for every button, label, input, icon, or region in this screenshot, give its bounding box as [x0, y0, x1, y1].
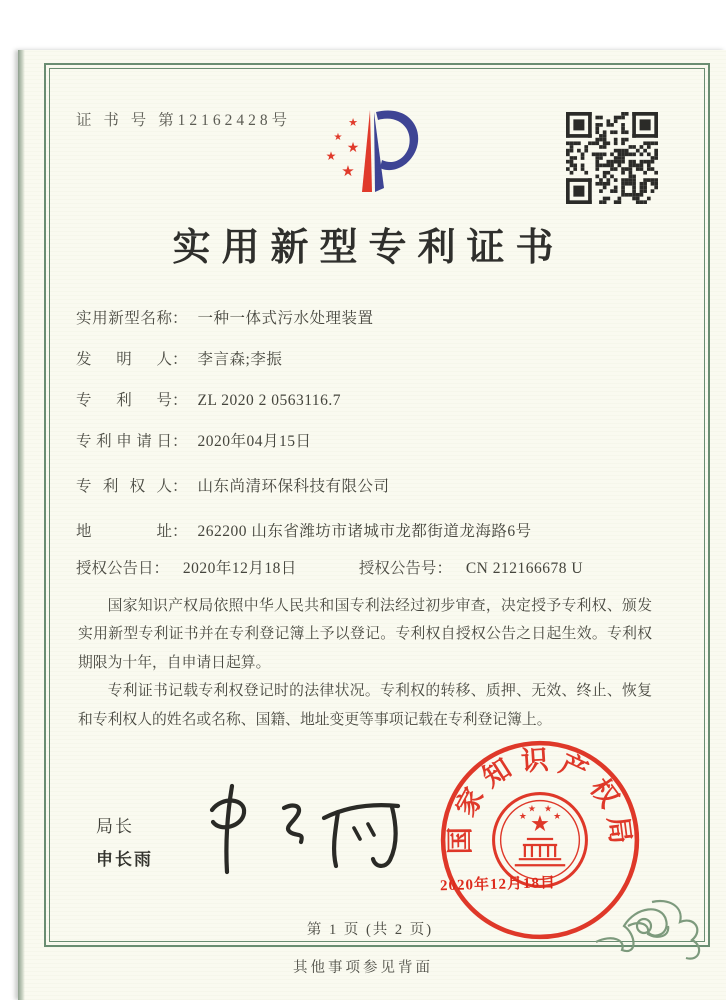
certificate-number: 证 书 号 第12162428号 — [76, 112, 292, 129]
signature-shen-changyu-icon — [196, 780, 421, 880]
corner-ornament-icon — [592, 896, 710, 996]
svg-text:★: ★ — [518, 811, 527, 822]
filing-date: 2020年04月15日 — [197, 433, 312, 450]
page-number: 第 1 页 (共 2 页) — [306, 922, 434, 938]
document-title: 实用新型专利证书 — [172, 227, 565, 269]
officer-name: 申长雨 — [96, 850, 153, 869]
footer-note: 其他事项参见背面 — [293, 960, 433, 976]
cnipa-logo-icon — [298, 100, 443, 205]
legal-paragraph-2: 专利证书记载专利权登记时的法律状况。专利权的转移、质押、无效、终止、恢复和专利权人的姓名或名称、国籍、地址变更等事项记载在专利登记簿上。 — [78, 683, 652, 728]
inventor-names: 李言森;李振 — [197, 351, 283, 368]
address: 262200 山东省潍坊市诸城市龙都街道龙海路6号 — [197, 523, 532, 540]
field-row-patentee: 专利权人 ： 山东尚清环保科技有限公司 — [76, 474, 656, 497]
svg-text:★: ★ — [341, 162, 355, 180]
field-row-grant: 授权公告日： 2020年12月18日 授权公告号： CN 212166678 U — [76, 560, 584, 577]
patent-fields — [76, 306, 656, 579]
page-binding-edge — [18, 50, 25, 1000]
svg-text:★: ★ — [348, 116, 358, 129]
patent-number: ZL 2020 2 0563116.7 — [197, 392, 342, 409]
field-row-name: 实用新型名称 ： 一种一体式污水处理装置 — [76, 306, 656, 329]
legal-paragraph-1: 国家知识产权局依照中华人民共和国专利法经过初步审查，决定授予专利权、颁发实用新型专利证书并在专利登记簿上予以登记。专利权自授权公告之日起生效。专利权期限为十年，自申请日起算。 — [78, 598, 652, 671]
grant-date: 2020年12月18日 — [182, 560, 297, 577]
legal-text — [78, 592, 652, 734]
svg-text:★: ★ — [333, 132, 343, 143]
field-row-address: 地址 ： 262200 山东省潍坊市诸城市龙都街道龙海路6号 — [76, 519, 656, 542]
svg-text:★: ★ — [527, 804, 536, 815]
officer-title: 局长 — [96, 817, 134, 836]
field-row-inventor: 发明人 ： 李言森;李振 — [76, 347, 656, 370]
seal-text: 国家知识产权局 — [445, 744, 636, 855]
svg-text:★: ★ — [346, 140, 360, 156]
field-row-patent-no: 专利号 ： ZL 2020 2 0563116.7 — [76, 392, 342, 409]
seal-date: 2020年12月18日 — [439, 875, 557, 895]
svg-text:★: ★ — [325, 149, 337, 163]
grant-number: CN 212166678 U — [465, 560, 584, 577]
qr-code-icon — [566, 112, 658, 204]
patent-name: 一种一体式污水处理装置 — [197, 310, 374, 327]
svg-text:★: ★ — [544, 804, 553, 815]
svg-text:★: ★ — [553, 811, 562, 822]
patentee: 山东尚清环保科技有限公司 — [197, 478, 390, 495]
svg-text:★: ★ — [530, 810, 550, 837]
field-row-filing-date: 专利申请日 ： 2020年04月15日 — [76, 429, 656, 452]
